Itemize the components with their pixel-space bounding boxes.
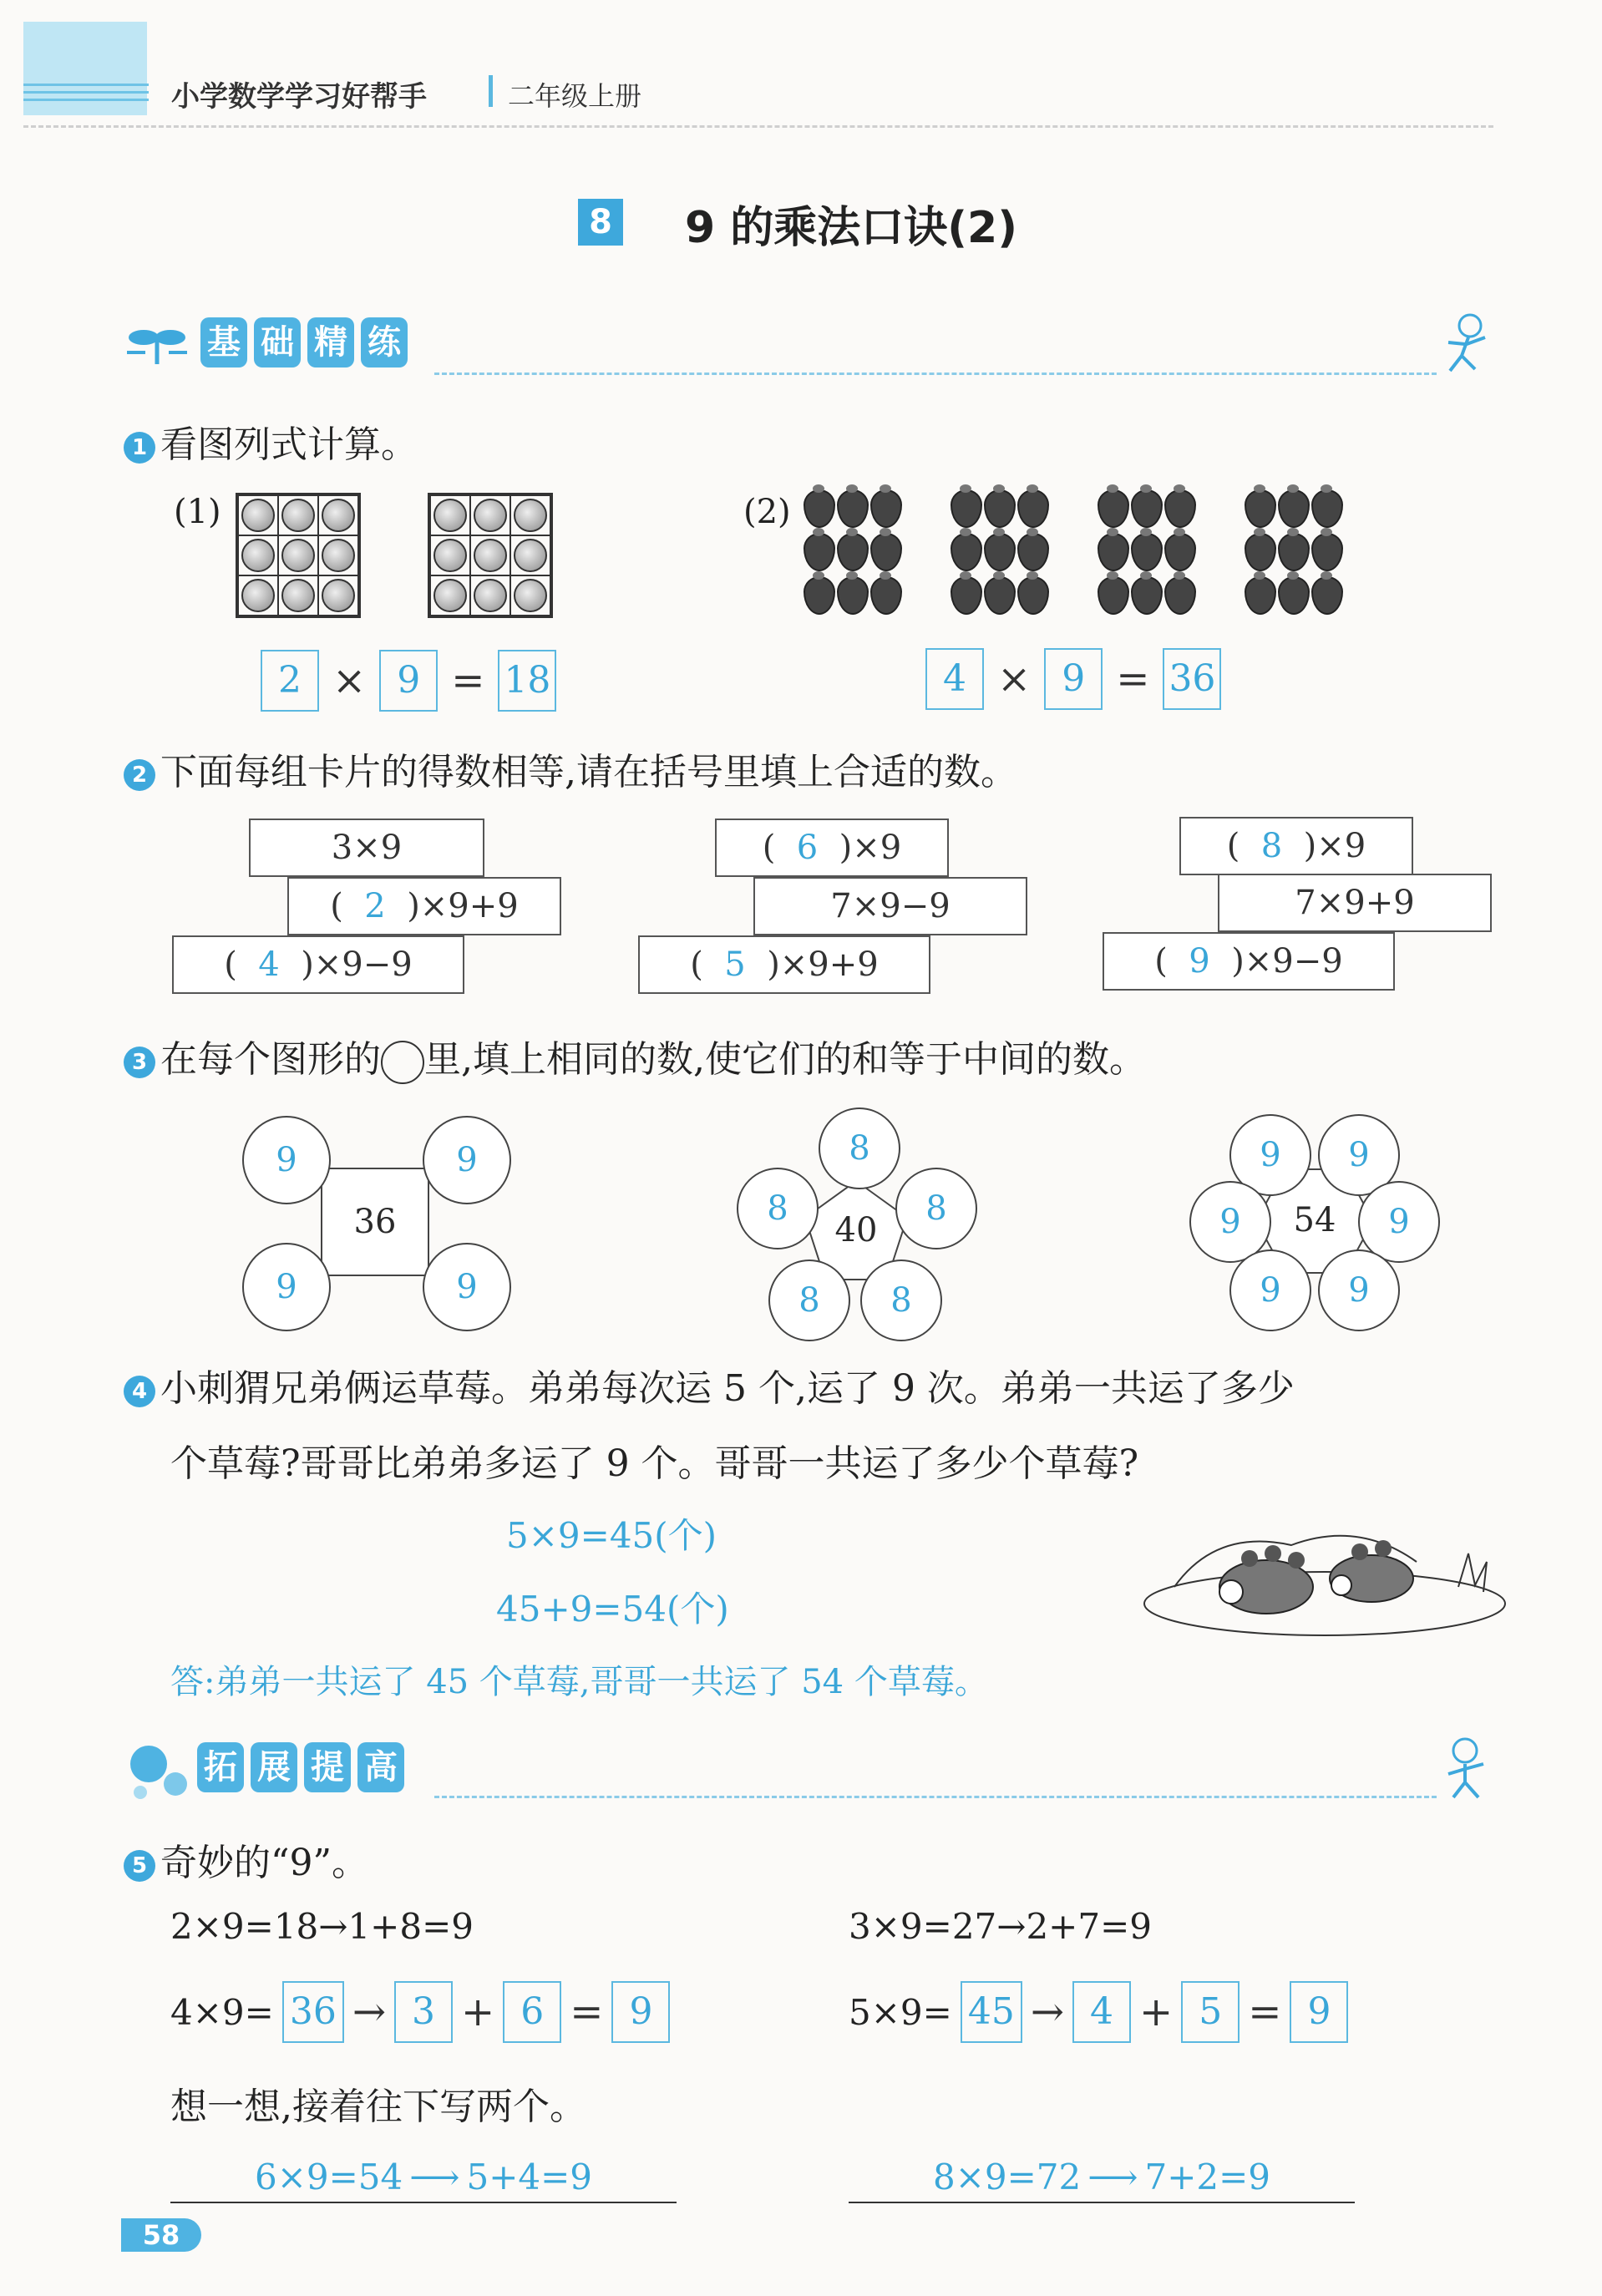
basketball-icon (433, 499, 467, 532)
circle-blank[interactable]: 9 (242, 1116, 331, 1204)
answer-sentence: 答:弟弟一共运了 45 个草莓,哥哥一共运了 54 个草莓。 (170, 1663, 988, 1701)
question-number: 5 (124, 1850, 155, 1882)
header-divider (23, 125, 1493, 128)
question-4-line1 (124, 1358, 1295, 1412)
question-text: 在每个图形的 (160, 1038, 381, 1081)
strawberry-icon (837, 489, 869, 528)
strawberry-icon (837, 533, 869, 571)
strawberry-icon (1017, 489, 1049, 528)
circle-blank[interactable]: 9 (242, 1243, 331, 1331)
card-text: )×9+9 (767, 945, 879, 984)
card (715, 819, 949, 877)
strawberry-icon (1017, 576, 1049, 615)
strawberry-icon (951, 533, 982, 571)
basketball-icon (322, 579, 355, 612)
example-1: 2×9=18→1+8=9 (170, 1906, 474, 1947)
paren: ( (330, 887, 343, 925)
basketball-icon (322, 499, 355, 532)
answer-box[interactable]: 6 (503, 1981, 561, 2043)
blank-answer[interactable]: 6 (796, 829, 819, 867)
question-number: 4 (124, 1376, 155, 1407)
basketball-icon (281, 579, 315, 612)
strawberry-icon (1311, 576, 1343, 615)
strawberry-icon (1098, 533, 1129, 571)
card-text: )×9 (839, 829, 902, 867)
question-text: 看图列式计算。 (160, 423, 418, 466)
strawberry-icon (804, 533, 835, 571)
strawberry-icon (870, 489, 902, 528)
card-text: )×9 (1303, 827, 1366, 865)
blank-answer[interactable]: 5 (724, 945, 746, 984)
basketball-icon (474, 579, 507, 612)
basketball-icon (241, 539, 275, 572)
basketball-icon (474, 539, 507, 572)
digit-sum-row-2 (849, 1981, 1348, 2043)
answer-box[interactable]: 36 (282, 1981, 344, 2043)
strawberry-icon (984, 489, 1016, 528)
section-char: 提 (304, 1742, 351, 1792)
basketball-icon (433, 579, 467, 612)
strawberry-group (804, 489, 904, 620)
strawberry-icon (1278, 533, 1310, 571)
expression: 4×9= (170, 1991, 274, 2033)
answer-box[interactable]: 36 (1163, 648, 1221, 710)
question-5 (124, 1832, 368, 1886)
strawberry-icon (1098, 576, 1129, 615)
lesson-number-badge: 8 (578, 199, 623, 246)
strawberry-icon (870, 533, 902, 571)
strawberry-icon (1017, 533, 1049, 571)
strawberry-icon (984, 533, 1016, 571)
strawberry-icon (1278, 489, 1310, 528)
blank-answer[interactable]: 4 (258, 945, 280, 984)
basketball-icon (322, 539, 355, 572)
question-text: 奇妙的“9”。 (160, 1842, 368, 1884)
times-sign: × (332, 657, 367, 704)
written-answer: 7+2=9 (1144, 2156, 1271, 2197)
bubbles-icon (124, 1736, 195, 1802)
strawberry-icon (1245, 489, 1276, 528)
question-2 (124, 742, 1017, 795)
part-label: (1) (174, 493, 221, 531)
answer-box[interactable]: 9 (611, 1981, 670, 2043)
circle-blank[interactable]: 8 (860, 1260, 942, 1341)
long-arrow-icon: ⟶ (1087, 2156, 1138, 2197)
calc-line-2: 45+9=54(个) (496, 1589, 729, 1630)
answer-box[interactable]: 18 (498, 650, 556, 712)
strawberry-icon (1164, 489, 1196, 528)
book-subtitle: 二年级上册 (508, 80, 642, 112)
circle-blank[interactable]: 9 (1318, 1114, 1400, 1196)
answer-box[interactable]: 9 (1290, 1981, 1348, 2043)
kid-icon (1437, 1736, 1495, 1802)
basketball-icon (433, 539, 467, 572)
blank-answer[interactable]: 9 (1189, 942, 1210, 981)
section-char: 拓 (197, 1742, 244, 1792)
page-number: 58 (121, 2218, 201, 2252)
section-basic-practice (200, 317, 408, 371)
basketball-icon (514, 579, 547, 612)
circle-blank[interactable]: 9 (1229, 1114, 1311, 1196)
circle-blank[interactable]: 9 (1189, 1181, 1271, 1263)
section-divider (434, 1796, 1437, 1798)
think-prompt: 想一想,接着往下写两个。 (170, 2086, 586, 2128)
equation-2 (925, 648, 1221, 710)
strawberry-icon (951, 489, 982, 528)
question-number: 2 (124, 759, 155, 791)
basketball-icon (241, 499, 275, 532)
equation-1 (261, 650, 556, 712)
section-char: 精 (307, 317, 354, 367)
strawberry-icon (1245, 576, 1276, 615)
written-answer: 8×9=72 (932, 2156, 1082, 2197)
plus-sign: + (1139, 1989, 1174, 2035)
strawberry-groups (804, 489, 1345, 620)
running-kid-icon (1437, 312, 1495, 379)
blank-answer[interactable]: 8 (1260, 827, 1283, 865)
hexagon-center: 54 (1293, 1201, 1336, 1239)
strawberry-group (951, 489, 1051, 620)
lesson-title: 9 的乘法口诀(2) (685, 203, 1017, 253)
basketball-icon (474, 499, 507, 532)
answer-box[interactable]: 4 (1072, 1981, 1131, 2043)
basketball-icon (514, 499, 547, 532)
answer-box[interactable]: 4 (925, 648, 984, 710)
card (638, 935, 930, 994)
paren: ( (224, 945, 237, 984)
strawberry-icon (804, 576, 835, 615)
card (1103, 932, 1395, 991)
circle-blank[interactable]: 8 (768, 1260, 850, 1341)
circle-blank[interactable]: 9 (423, 1243, 511, 1331)
header-stripes (23, 84, 149, 106)
long-arrow-icon: ⟶ (409, 2156, 460, 2197)
basketball-icon (281, 539, 315, 572)
paren: ( (1154, 942, 1168, 981)
plus-sign: + (461, 1989, 495, 2035)
sprout-icon (124, 316, 190, 366)
arrow-icon: → (352, 1989, 387, 2035)
card: 7×9−9 (753, 877, 1027, 935)
question-number: 1 (124, 432, 155, 464)
question-4-line2: 个草莓?哥哥比弟弟多运了 9 个。哥哥一共运了多少个草莓? (170, 1442, 1139, 1485)
section-extension (197, 1742, 404, 1796)
strawberry-icon (837, 576, 869, 615)
basketball-icon (241, 579, 275, 612)
strawberry-icon (984, 576, 1016, 615)
answer-box[interactable]: 9 (1044, 648, 1103, 710)
answer-box[interactable]: 45 (961, 1981, 1022, 2043)
pentagon-center: 40 (834, 1211, 878, 1249)
section-char: 基 (200, 317, 247, 367)
card (287, 877, 561, 935)
equals-sign: = (1116, 656, 1150, 702)
circle-blank[interactable]: 9 (1358, 1181, 1440, 1263)
circle-blank[interactable]: 8 (819, 1107, 900, 1189)
square-center: 36 (321, 1168, 429, 1276)
section-char: 练 (361, 317, 408, 367)
card (172, 935, 464, 994)
section-char: 高 (357, 1742, 404, 1792)
strawberry-group (1098, 489, 1198, 620)
basketball-icon (281, 499, 315, 532)
strawberry-icon (1131, 489, 1163, 528)
basketball-grid (428, 493, 553, 618)
equals-sign: = (451, 657, 485, 704)
strawberry-icon (804, 489, 835, 528)
strawberry-icon (1311, 533, 1343, 571)
circle-symbol (381, 1041, 424, 1084)
strawberry-icon (951, 576, 982, 615)
strawberry-icon (1131, 576, 1163, 615)
question-text: 小刺猬兄弟俩运草莓。弟弟每次运 5 个,运了 9 次。弟弟一共运了多少 (160, 1367, 1295, 1410)
hedgehog-illustration (1141, 1512, 1508, 1637)
paren: ( (1226, 827, 1240, 865)
paren: ( (690, 945, 703, 984)
question-text: 下面每组卡片的得数相等,请在括号里填上合适的数。 (160, 751, 1017, 793)
card-text: )×9−9 (301, 945, 413, 984)
circle-blank[interactable]: 9 (1229, 1249, 1311, 1331)
book-title: 小学数学学习好帮手 (171, 80, 427, 114)
question-1 (124, 414, 418, 468)
written-answer: 5+4=9 (466, 2156, 593, 2197)
equals-sign: = (1248, 1989, 1282, 2035)
circle-blank[interactable]: 9 (423, 1116, 511, 1204)
strawberry-icon (870, 576, 902, 615)
strawberry-icon (1311, 489, 1343, 528)
part-label: (2) (743, 493, 791, 531)
header-separator (489, 75, 493, 107)
circle-blank[interactable]: 8 (895, 1168, 977, 1249)
card-text: )×9+9 (407, 887, 519, 925)
card: 7×9+9 (1218, 874, 1492, 932)
strawberry-icon (1131, 533, 1163, 571)
paren: ( (762, 829, 776, 867)
strawberry-group (1245, 489, 1345, 620)
answer-box[interactable]: 5 (1181, 1981, 1240, 2043)
write-line-2[interactable] (849, 2152, 1355, 2203)
question-number: 3 (124, 1047, 155, 1078)
strawberry-icon (1164, 533, 1196, 571)
section-divider (434, 373, 1437, 375)
blank-answer[interactable]: 2 (364, 887, 386, 925)
equals-sign: = (570, 1989, 604, 2035)
strawberry-icon (1164, 576, 1196, 615)
card-text: )×9−9 (1231, 942, 1343, 981)
section-char: 础 (254, 317, 301, 367)
strawberry-icon (1098, 489, 1129, 528)
question-text: 里,填上相同的数,使它们的和等于中间的数。 (424, 1038, 1146, 1081)
question-3 (124, 1029, 1146, 1084)
basketball-icon (514, 539, 547, 572)
circle-blank[interactable]: 8 (737, 1168, 819, 1249)
strawberry-icon (1245, 533, 1276, 571)
answer-box[interactable]: 9 (379, 650, 438, 712)
digit-sum-row-1 (170, 1981, 670, 2043)
times-sign: × (997, 656, 1032, 702)
written-answer: 6×9=54 (254, 2156, 403, 2197)
card: 3×9 (249, 819, 484, 877)
arrow-icon: → (1030, 1989, 1065, 2035)
write-line-1[interactable] (170, 2152, 677, 2203)
answer-box[interactable]: 2 (261, 650, 319, 712)
example-2: 3×9=27→2+7=9 (849, 1906, 1153, 1947)
card (1179, 817, 1413, 875)
expression: 5×9= (849, 1991, 952, 2033)
calc-line-1: 5×9=45(个) (506, 1515, 717, 1556)
circle-blank[interactable]: 9 (1318, 1249, 1400, 1331)
section-char: 展 (251, 1742, 297, 1792)
strawberry-icon (1278, 576, 1310, 615)
answer-box[interactable]: 3 (394, 1981, 453, 2043)
basketball-grid (236, 493, 361, 618)
